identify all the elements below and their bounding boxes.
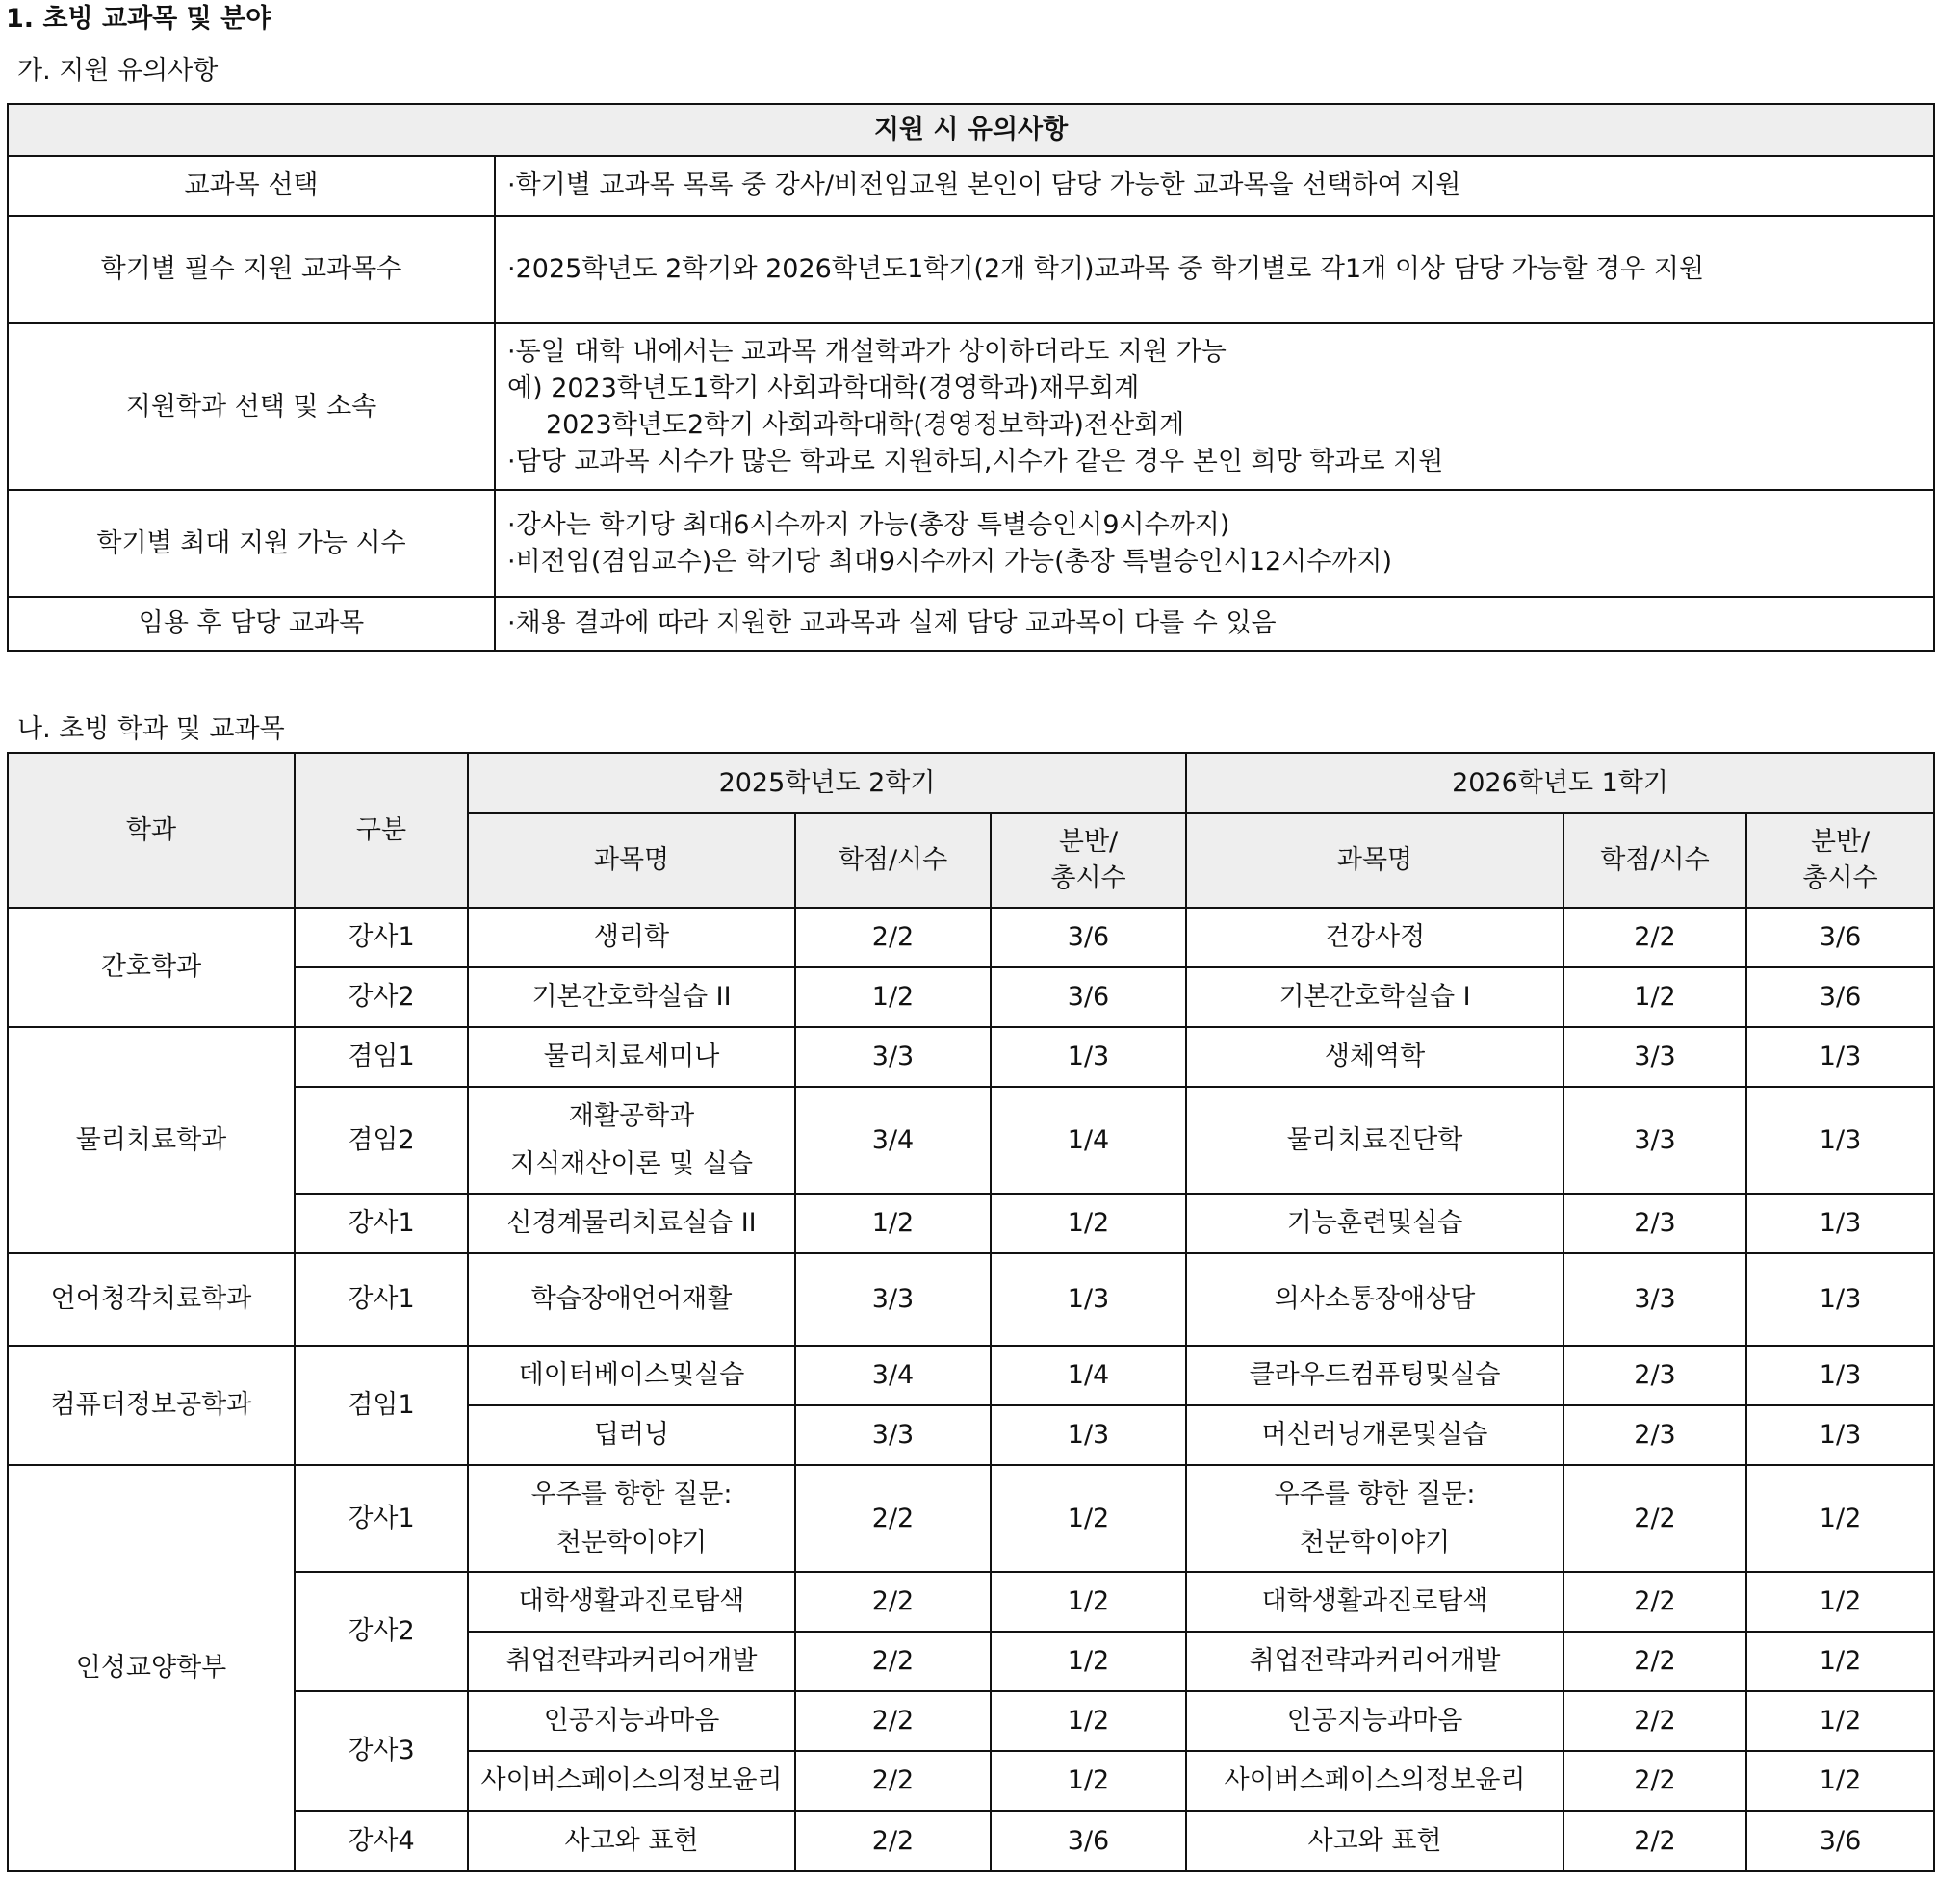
credit-cell: 3/3 (795, 1253, 991, 1346)
notice-line: ·채용 결과에 따라 지원한 교과목과 실제 담당 교과목이 다를 수 있음 (507, 608, 1277, 638)
credit-cell: 2/2 (1563, 1632, 1746, 1691)
subject-cell: 기능훈련및실습 (1186, 1194, 1563, 1253)
subject-cell: 인공지능과마음 (468, 1691, 795, 1751)
notice-label: 임용 후 담당 교과목 (8, 597, 495, 651)
table-row (8, 967, 1934, 1027)
section-cell: 3/6 (991, 967, 1186, 1027)
section-cell: 1/2 (1746, 1465, 1934, 1572)
section-cell: 3/6 (1746, 967, 1934, 1027)
subject-cell: 생리학 (468, 908, 795, 967)
type-cell: 강사3 (295, 1691, 468, 1811)
credit-cell: 2/2 (1563, 1751, 1746, 1811)
table-row (8, 908, 1934, 967)
dept-cell: 언어청각치료학과 (8, 1253, 295, 1346)
dept-cell: 컴퓨터정보공학과 (8, 1346, 295, 1465)
subject-cell: 물리치료세미나 (468, 1027, 795, 1087)
notice-row (8, 597, 1934, 651)
section-cell: 3/6 (991, 908, 1186, 967)
subject-cell: 생체역학 (1186, 1027, 1563, 1087)
credit-cell: 2/2 (1563, 1465, 1746, 1572)
notice-line: ·담당 교과목 시수가 많은 학과로 지원하되,시수가 같은 경우 본인 희망 학과로 지원 (507, 446, 1444, 476)
section-cell: 1/3 (991, 1253, 1186, 1346)
header-credit: 학점/시수 (1563, 813, 1746, 908)
type-cell: 강사1 (295, 908, 468, 967)
subject-cell: 사이버스페이스의정보윤리 (468, 1751, 795, 1811)
table-row (8, 1194, 1934, 1253)
section-cell: 1/2 (991, 1572, 1186, 1632)
header-type: 구분 (295, 753, 468, 908)
type-cell: 강사1 (295, 1465, 468, 1572)
subject-cell: 취업전략과커리어개발 (468, 1632, 795, 1691)
notice-line: ·동일 대학 내에서는 교과목 개설학과가 상이하더라도 지원 가능 (507, 336, 1227, 367)
section-cell: 1/3 (1746, 1194, 1934, 1253)
section-cell: 1/2 (991, 1632, 1186, 1691)
section-cell: 1/4 (991, 1346, 1186, 1405)
table-row (8, 1691, 1934, 1751)
notice-label: 지원학과 선택 및 소속 (8, 323, 495, 490)
header-row (8, 753, 1934, 813)
type-cell: 강사4 (295, 1811, 468, 1871)
notice-line: 2023학년도2학기 사회과학대학(경영정보학과)전산회계 (546, 409, 1185, 440)
section-cell: 1/2 (1746, 1572, 1934, 1632)
section-cell: 1/3 (1746, 1346, 1934, 1405)
section-cell: 1/3 (1746, 1405, 1934, 1465)
section-cell: 1/4 (991, 1087, 1186, 1194)
credit-cell: 2/2 (795, 908, 991, 967)
credit-cell: 3/3 (1563, 1087, 1746, 1194)
subject-cell: 딥러닝 (468, 1405, 795, 1465)
notice-line: 예) 2023학년도1학기 사회과학대학(경영학과)재무회계 (507, 373, 1140, 403)
subject-cell: 재활공학과 지식재산이론 및 실습 (468, 1087, 795, 1194)
credit-cell: 2/2 (795, 1465, 991, 1572)
type-cell: 강사2 (295, 967, 468, 1027)
notice-content (495, 597, 1934, 651)
notice-table (7, 103, 1935, 652)
section-cell: 1/3 (991, 1405, 1186, 1465)
subject-cell: 기본간호학실습 II (468, 967, 795, 1027)
credit-cell: 2/2 (1563, 1691, 1746, 1751)
notice-content (495, 216, 1934, 323)
dept-cell: 간호학과 (8, 908, 295, 1027)
table-row (8, 1087, 1934, 1194)
credit-cell: 2/2 (795, 1751, 991, 1811)
table-row (8, 1572, 1934, 1632)
subject-cell: 의사소통장애상담 (1186, 1253, 1563, 1346)
courses-table (7, 752, 1935, 1872)
notice-heading: 가. 지원 유의사항 (17, 56, 219, 86)
subject-cell: 학습장애언어재활 (468, 1253, 795, 1346)
subject-cell: 클라우드컴퓨팅및실습 (1186, 1346, 1563, 1405)
table-row (8, 1811, 1934, 1871)
credit-cell: 3/4 (795, 1087, 991, 1194)
credit-cell: 2/2 (1563, 1572, 1746, 1632)
credit-cell: 2/2 (795, 1691, 991, 1751)
type-cell: 겸임1 (295, 1346, 468, 1465)
notice-row (8, 490, 1934, 597)
credit-cell: 2/3 (1563, 1194, 1746, 1253)
section-title: 1. 초빙 교과목 및 분야 (6, 4, 271, 34)
dept-cell: 물리치료학과 (8, 1027, 295, 1253)
subject-cell: 기본간호학실습 I (1186, 967, 1563, 1027)
notice-row (8, 156, 1934, 216)
header-dept: 학과 (8, 753, 295, 908)
type-cell: 강사1 (295, 1253, 468, 1346)
subject-cell: 데이터베이스및실습 (468, 1346, 795, 1405)
header-subject: 과목명 (1186, 813, 1563, 908)
table-row (8, 1253, 1934, 1346)
credit-cell: 3/3 (1563, 1253, 1746, 1346)
subject-cell: 건강사정 (1186, 908, 1563, 967)
section-cell: 1/2 (991, 1465, 1186, 1572)
notice-line: ·학기별 교과목 목록 중 강사/비전임교원 본인이 담당 가능한 교과목을 선택하여 지원 (507, 170, 1461, 200)
notice-line: ·강사는 학기당 최대6시수까지 가능(총장 특별승인시9시수까지) (507, 509, 1230, 540)
notice-label: 학기별 최대 지원 가능 시수 (8, 490, 495, 597)
header-section: 분반/ 총시수 (1746, 813, 1934, 908)
credit-cell: 3/3 (795, 1027, 991, 1087)
subject-cell: 대학생활과진로탐색 (1186, 1572, 1563, 1632)
credit-cell: 2/2 (1563, 908, 1746, 967)
subject-cell: 사고와 표현 (1186, 1811, 1563, 1871)
credit-cell: 1/2 (1563, 967, 1746, 1027)
section-cell: 1/2 (991, 1751, 1186, 1811)
credit-cell: 3/3 (1563, 1027, 1746, 1087)
subject-cell: 인공지능과마음 (1186, 1691, 1563, 1751)
subject-cell: 머신러닝개론및실습 (1186, 1405, 1563, 1465)
section-cell: 1/2 (1746, 1751, 1934, 1811)
type-cell: 강사1 (295, 1194, 468, 1253)
section-cell: 1/2 (991, 1194, 1186, 1253)
section-cell: 1/2 (1746, 1632, 1934, 1691)
courses-heading: 나. 초빙 학과 및 교과목 (17, 714, 285, 744)
subject-cell: 우주를 향한 질문: 천문학이야기 (1186, 1465, 1563, 1572)
section-cell: 1/3 (1746, 1027, 1934, 1087)
section-cell: 3/6 (991, 1811, 1186, 1871)
header-semester-2: 2026학년도 1학기 (1186, 753, 1934, 813)
notice-table-title: 지원 시 유의사항 (8, 104, 1934, 156)
notice-content (495, 156, 1934, 216)
type-cell: 겸임1 (295, 1027, 468, 1087)
notice-line: ·2025학년도 2학기와 2026학년도1학기(2개 학기)교과목 중 학기별로 각1개 이상 담당 가능할 경우 지원 (507, 254, 1705, 284)
table-row (8, 1465, 1934, 1572)
notice-line: ·비전임(겸임교수)은 학기당 최대9시수까지 가능(총장 특별승인시12시수까지) (507, 546, 1393, 577)
section-cell: 1/2 (991, 1691, 1186, 1751)
section-cell: 1/2 (1746, 1691, 1934, 1751)
section-cell: 3/6 (1746, 908, 1934, 967)
notice-row (8, 216, 1934, 323)
credit-cell: 2/2 (795, 1572, 991, 1632)
notice-label: 학기별 필수 지원 교과목수 (8, 216, 495, 323)
header-section: 분반/ 총시수 (991, 813, 1186, 908)
notice-label: 교과목 선택 (8, 156, 495, 216)
subject-cell: 신경계물리치료실습 II (468, 1194, 795, 1253)
notice-content (495, 490, 1934, 597)
credit-cell: 2/2 (795, 1632, 991, 1691)
table-row (8, 1346, 1934, 1405)
section-cell: 1/3 (1746, 1087, 1934, 1194)
subject-cell: 우주를 향한 질문: 천문학이야기 (468, 1465, 795, 1572)
table-row (8, 1027, 1934, 1087)
subject-cell: 물리치료진단학 (1186, 1087, 1563, 1194)
credit-cell: 3/4 (795, 1346, 991, 1405)
credit-cell: 2/2 (1563, 1811, 1746, 1871)
section-cell: 1/3 (991, 1027, 1186, 1087)
notice-row (8, 323, 1934, 490)
credit-cell: 2/2 (795, 1811, 991, 1871)
notice-content (495, 323, 1934, 490)
notice-title-row (8, 104, 1934, 156)
header-semester-1: 2025학년도 2학기 (468, 753, 1186, 813)
subject-cell: 대학생활과진로탐색 (468, 1572, 795, 1632)
dept-cell: 인성교양학부 (8, 1465, 295, 1871)
header-subject: 과목명 (468, 813, 795, 908)
subject-cell: 사이버스페이스의정보윤리 (1186, 1751, 1563, 1811)
type-cell: 겸임2 (295, 1087, 468, 1194)
credit-cell: 2/3 (1563, 1405, 1746, 1465)
type-cell: 강사2 (295, 1572, 468, 1691)
subject-cell: 사고와 표현 (468, 1811, 795, 1871)
credit-cell: 2/3 (1563, 1346, 1746, 1405)
section-cell: 1/3 (1746, 1253, 1934, 1346)
header-credit: 학점/시수 (795, 813, 991, 908)
subject-cell: 취업전략과커리어개발 (1186, 1632, 1563, 1691)
credit-cell: 3/3 (795, 1405, 991, 1465)
credit-cell: 1/2 (795, 967, 991, 1027)
credit-cell: 1/2 (795, 1194, 991, 1253)
section-cell: 3/6 (1746, 1811, 1934, 1871)
